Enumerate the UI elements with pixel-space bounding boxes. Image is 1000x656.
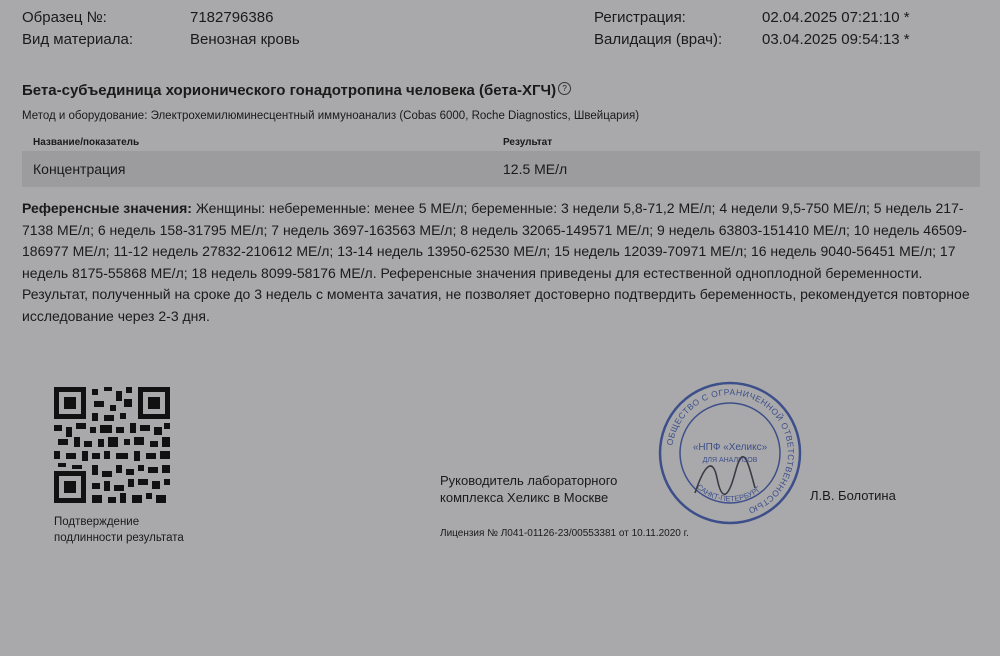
table-row (22, 151, 980, 187)
signer-name: Л.В. Болотина (810, 488, 896, 503)
qr-caption (54, 514, 184, 546)
sample-number-value: 7182796386 (190, 9, 274, 26)
stamp-city-text: САНКТ-ПЕТЕРБУРГ (694, 482, 763, 504)
test-title (22, 82, 571, 99)
license-text: Лицензия № Л041-01126-23/00553381 от 10.11.2020 г. (440, 528, 689, 539)
registration-label: Регистрация: (594, 9, 686, 26)
qr-caption-line1: Подтверждение (54, 516, 140, 528)
column-header-name: Название/показатель (33, 137, 140, 148)
material-label: Вид материала: (22, 31, 133, 48)
signer-title-line2: комплекса Хеликс в Москве (440, 490, 609, 505)
reference-text: Женщины: небеременные: менее 5 МЕ/л; беременные: 3 недели 5,8-71,2 МЕ/л; 4 недели 9,5-750 МЕ/л; 5 недель 217-7138 МЕ/л; 6 недель 158-31795 МЕ/л; 7 недель 3697-163563 МЕ/л; 8 недель 32065-149571 МЕ/л; 9 недель 63803-151410 МЕ/л; 10 недель 46509-186977 МЕ/л; 11-12 недель 27832-210612 МЕ/л; 13-14 недель 13950-62530 МЕ/л; 15 недель 12039-70971 МЕ/л; 16 недель 9040-56451 МЕ/л; 17 недель 8175-55868 МЕ/л; 18 недель 8099-58176 МЕ/л. Референсные значения приведены для естественной одноплодной беременности. Результат, полученный на сроке до 3 недель с момента зачатия, не позволяет достоверно подтвердить беременность, рекомендуется повторное исследование через 2-3 дня. (22, 200, 970, 324)
qr-caption-line2: подлинности результата (54, 532, 184, 544)
result-value: 12.5 МЕ/л (503, 161, 568, 177)
column-header-result: Результат (503, 137, 553, 148)
sample-number-label: Образец №: (22, 9, 107, 26)
result-name: Концентрация (33, 161, 126, 177)
validation-value: 03.04.2025 09:54:13 * (762, 31, 910, 48)
svg-text:САНКТ-ПЕТЕРБУРГ (695, 482, 762, 503)
signer-title-line1: Руководитель лабораторного (440, 473, 618, 488)
question-circle-icon[interactable]: ? (558, 82, 571, 95)
stamp-ring-text: ОБЩЕСТВО С ОГРАНИЧЕННОЙ ОТВЕТСТВЕННОСТЬЮ (664, 386, 797, 516)
test-title-text: Бета-субъединица хорионического гонадотропина человека (бета-ХГЧ) (22, 82, 557, 99)
qr-code-icon[interactable] (54, 387, 170, 503)
material-value: Венозная кровь (190, 31, 300, 48)
stamp-sub-text: ДЛЯ АНАЛИЗОВ (702, 457, 758, 464)
method-text: Метод и оборудование: Электрохемилюминесцентный иммуноанализ (Cobas 6000, Roche Diagnostics, Швейцария) (22, 110, 640, 122)
validation-label: Валидация (врач): (594, 31, 723, 48)
stamp-center-text: «НПФ «Хеликс» (692, 442, 768, 453)
registration-value: 02.04.2025 07:21:10 * (762, 9, 910, 26)
reference-label: Референсные значения: (22, 200, 192, 216)
reference-values (22, 198, 982, 327)
signer-title (440, 472, 617, 506)
stamp-seal-icon (655, 378, 805, 528)
